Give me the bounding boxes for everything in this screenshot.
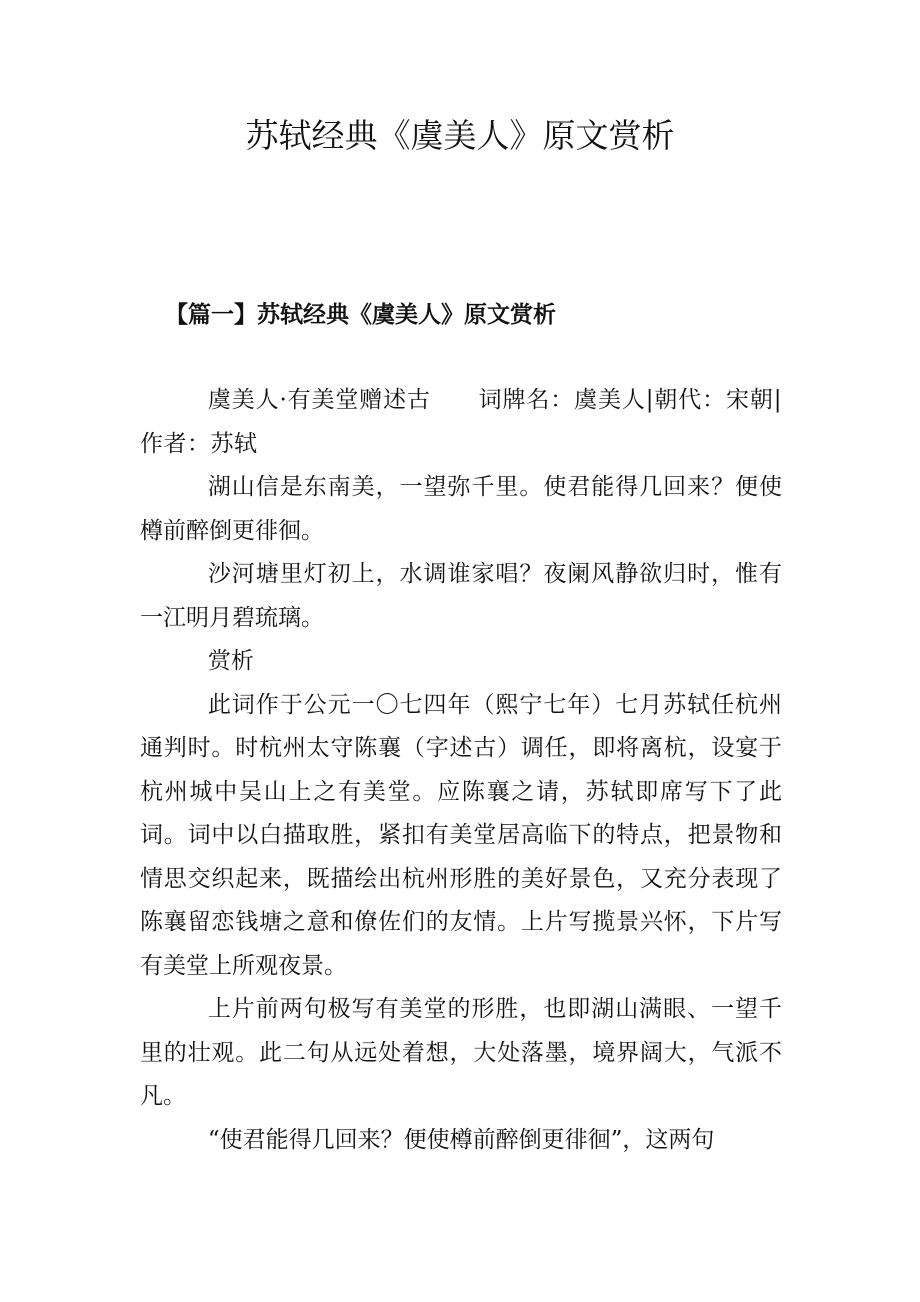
section-heading: 【篇一】苏轼经典《虞美人》原文赏析 (165, 301, 556, 328)
poem-line-paragraph: 沙河塘里灯初上，水调谁家唱？夜阑风静欲归时，惟有一江明月碧琉璃。 (140, 561, 782, 631)
analysis-heading: 赏析 (207, 648, 254, 674)
poem-line-paragraph: 湖山信是东南美，一望弥千里。使君能得几回来？便使樽前醉倒更徘徊。 (140, 474, 782, 544)
analysis-paragraph: 上片前两句极写有美堂的形胜，也即湖山满眼、一望千里的壮观。此二句从远处着想，大处落墨，境界阔大，气派不凡。 (140, 996, 782, 1109)
poem-meta-paragraph: 虞美人·有美堂赠述古 词牌名：虞美人|朝代：宋朝|作者：苏轼 (140, 387, 782, 457)
document-body (140, 379, 782, 1162)
analysis-paragraph: “使君能得几回来？便使樽前醉倒更徘徊”，这两句 (207, 1126, 715, 1153)
analysis-paragraph: 此词作于公元一〇七四年（熙宁七年）七月苏轼任杭州通判时。时杭州太守陈襄（字述古）调任，即将离杭，设宴于杭州城中吴山上之有美堂。应陈襄之请，苏轼即席写下了此词。词中以白描取胜，紧扣有美堂居高临下的特点，把景物和情思交织起来，既描绘出杭州形胜的美好景色，又充分表现了陈襄留恋钱塘之意和僚佐们的友情。上片写揽景兴怀，下片写有美堂上所观夜景。 (140, 691, 782, 979)
document-title: 苏轼经典《虞美人》原文赏析 (245, 116, 675, 155)
